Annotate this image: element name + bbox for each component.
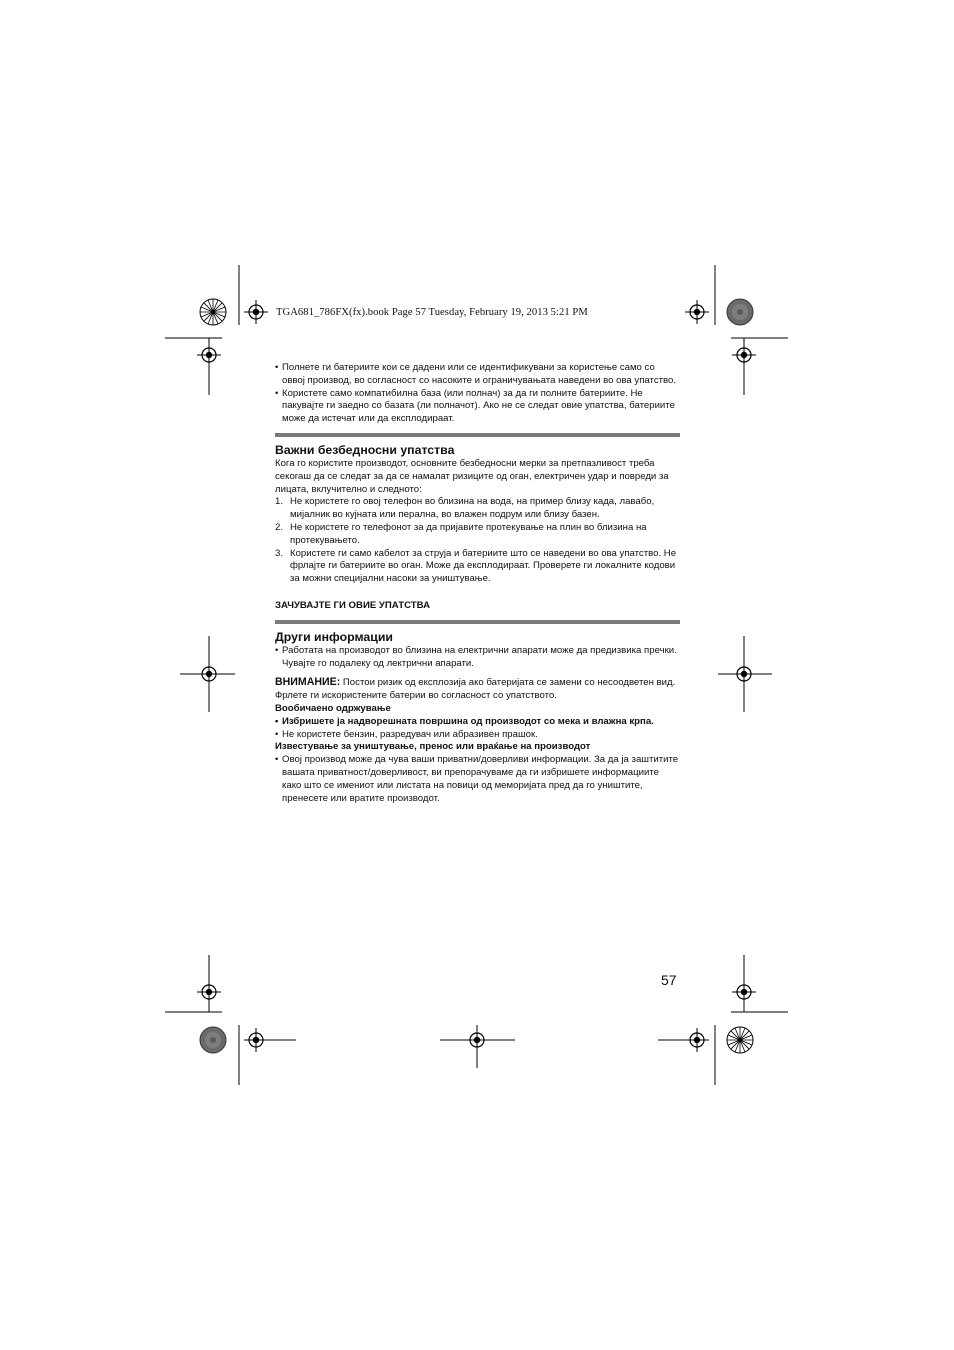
page-content: [275, 362, 680, 805]
page-number: 57: [661, 972, 677, 988]
disposal-bullet: • Овој производ може да чува ваши приватни/доверливи информации. За да ја заштитите вашата приватност/доверливост, ви препорачуваме да ги избришете информациите како што се имениот или листата на повици од меморијата пред да го уништите, пренесете или вратите производот.: [275, 754, 680, 805]
safety-item-text: Не користете го овој телефон во близина на вода, на пример близу када, лавабо, мијалник во кујната или перална, во влажен подрум или близу базен.: [290, 496, 655, 521]
warning-paragraph: [275, 676, 680, 703]
other-info-bullet: • Работата на производот во близина на електрични апарати може да предизвика пречки. Чувајте го подалеку од лектрични апарати.: [275, 645, 680, 671]
section-divider: [275, 620, 680, 624]
disposal-heading: Известување за уништување, пренос или враќање на производот: [275, 741, 591, 753]
section-divider: [275, 433, 680, 437]
safety-item-text: Користете ги само кабелот за струја и батериите што се наведени во ова упатство. Не фрлајте ги батериите во оган. Може да експлодираат. Проверете ги локалните кодови за можни специјални насоки за уништување.: [290, 547, 677, 585]
safety-item-number: 2.: [275, 521, 284, 533]
safety-item-2: [275, 522, 680, 548]
other-info-heading: Други информации: [275, 629, 393, 644]
maintenance-bullet: • Не користете бензин, разредувач или абразивен прашок.: [275, 729, 680, 742]
save-instructions: ЗАЧУВАЈТЕ ГИ ОВИЕ УПАТСТВА: [275, 599, 431, 611]
warning-text: Постои ризик од експлозија ако батеријата се замени со несоодветен вид. Фрлете ги искористените батерии во согласност со упатството.: [275, 677, 676, 702]
safety-item-text: Не користете го телефонот за да пријавите протекување на плин во близина на протекувањето.: [290, 521, 647, 546]
safety-heading: Важни безбедносни упатства: [275, 442, 455, 457]
safety-item-number: 1.: [275, 496, 284, 508]
intro-bullet-2: • Користете само компатибилна база (или полнач) за да ги полните батериите. Не пакувајте ги заедно со базата (ли полначот). Ако не се следат овие упатства, батериите може да истечат или да експлодираат.: [275, 388, 680, 426]
warning-label: ВНИМАНИЕ:: [275, 676, 341, 689]
safety-intro: Кога го користите производот, основните безбедносни мерки за претпазливост треба секогаш да се следат за да се намалат ризиците од оган, електричен удар и повреди за лицата, вклучително и следното:: [275, 457, 669, 495]
intro-bullet-1: • Полнете ги батериите кои се дадени или се идентификувани за користење само со оввој производ, во согласност со насоките и ограничувањата наведени во ова упатство.: [275, 362, 680, 388]
maintenance-heading: Вообичаено одржување: [275, 702, 391, 714]
maintenance-bold-bullet: • Избришете ја надворешната површина од производот со мека и влажна крпа.: [275, 716, 680, 729]
safety-item-1: [275, 496, 680, 522]
file-info-header: TGA681_786FX(fx).book Page 57 Tuesday, February 19, 2013 5:21 PM: [276, 307, 588, 318]
safety-item-3: [275, 548, 680, 586]
safety-item-number: 3.: [275, 547, 284, 559]
